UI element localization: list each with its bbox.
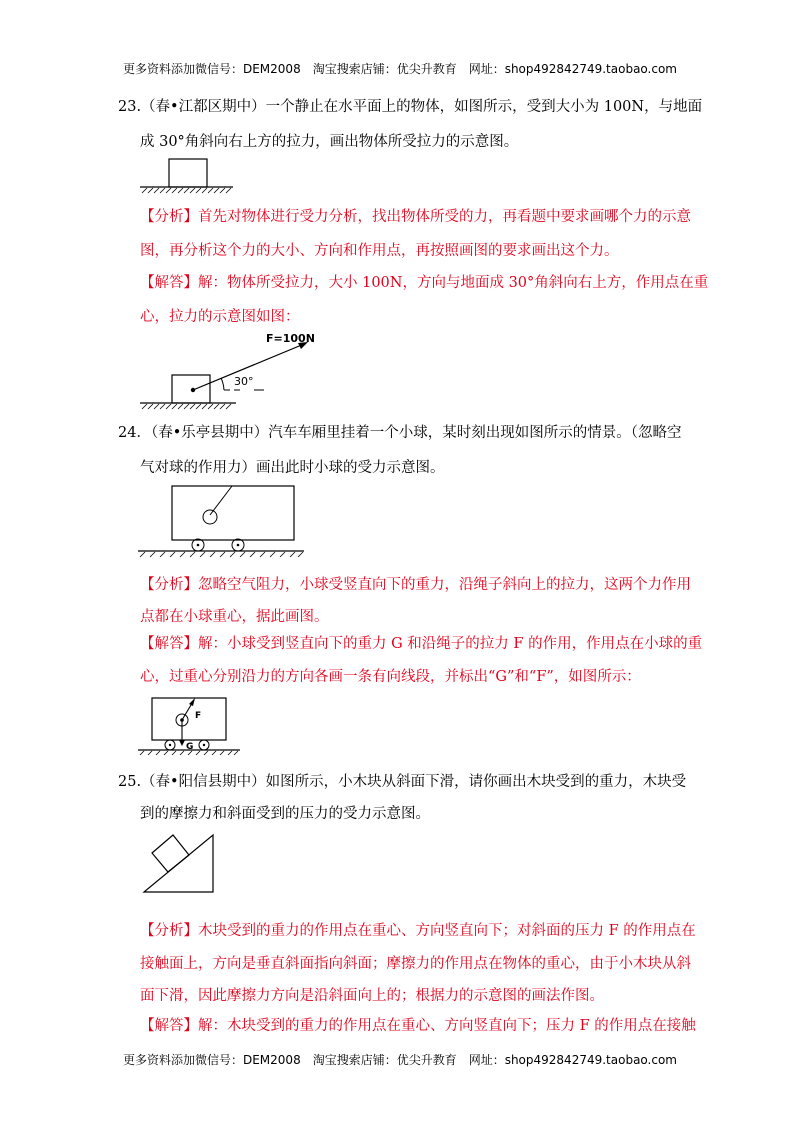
q25-figure-incline [140, 826, 220, 896]
q23-line-1: 23.（春•江都区期中）一个静止在水平面上的物体，如图所示，受到大小为 100N，与地面 [118, 99, 703, 115]
q24-label-g: G [186, 742, 194, 752]
q25-analysis-1: 【分析】木块受到的重力的作用点在重心、方向竖直向下；对斜面的压力 F 的作用点在 [140, 923, 696, 939]
q25-answer-1: 【解答】解：木块受到的重力的作用点在重心、方向竖直向下；压力 F 的作用点在接触 [140, 1018, 696, 1034]
q24-analysis-2: 点都在小球重心，据此画图。 [140, 609, 329, 625]
q24-analysis-1: 【分析】忽略空气阻力，小球受竖直向下的重力，沿绳子斜向上的拉力，这两个力作用 [140, 577, 691, 593]
q23-answer-1: 【解答】解：物体所受拉力，大小 100N，方向与地面成 30°角斜向右上方，作用点在重 [140, 275, 709, 291]
q24-line-2: 气对球的作用力）画出此时小球的受力示意图。 [140, 460, 445, 476]
q25-line-1: 25.（春•阳信县期中）如图所示，小木块从斜面下滑，请你画出木块受到的重力，木块受 [118, 774, 687, 790]
q23-answer-2: 心，拉力的示意图如图： [140, 309, 300, 325]
q23-angle-label: 30° [234, 375, 254, 388]
q24-label-f: F [195, 711, 202, 721]
page-header: 更多资料添加微信号：DEM2008 淘宝搜索店铺：优尖升教育 网址：shop492842749.taobao.com [122, 62, 677, 76]
q23-figure-block [138, 157, 238, 195]
q23-analysis-2: 图，再分析这个力的大小、方向和作用点，再按照画图的要求画出这个力。 [140, 243, 619, 259]
q25-analysis-2: 接触面上，方向是垂直斜面指向斜面；摩擦力的作用点在物体的重心，由于小木块从斜 [140, 956, 691, 972]
q24-answer-1: 【解答】解：小球受到竖直向下的重力 G 和沿绳子的拉力 F 的作用，作用点在小球的重 [140, 636, 703, 652]
q23-answer-figure [138, 332, 338, 410]
q25-line-2: 到的摩擦力和斜面受到的压力的受力示意图。 [140, 806, 430, 822]
q23-force-label: F=100N [266, 332, 315, 345]
q24-figure-cart [136, 484, 308, 560]
q23-line-2: 成 30°角斜向右上方的拉力，画出物体所受拉力的示意图。 [140, 134, 519, 150]
q23-analysis-1: 【分析】首先对物体进行受力分析，找出物体所受的力，再看题中要求画哪个力的示意 [140, 209, 691, 225]
q24-answer-figure [136, 694, 244, 756]
q25-analysis-3: 面下滑，因此摩擦力方向是沿斜面向上的；根据力的示意图的画法作图。 [140, 988, 604, 1004]
q24-answer-2: 心，过重心分别沿力的方向各画一条有向线段，并标出“G”和“F”，如图所示： [140, 669, 641, 685]
page-footer: 更多资料添加微信号：DEM2008 淘宝搜索店铺：优尖升教育 网址：shop492842749.taobao.com [122, 1053, 677, 1067]
q24-line-1: 24．（春•乐亭县期中）汽车车厢里挂着一个小球，某时刻出现如图所示的情景。（忽略空 [118, 425, 682, 441]
